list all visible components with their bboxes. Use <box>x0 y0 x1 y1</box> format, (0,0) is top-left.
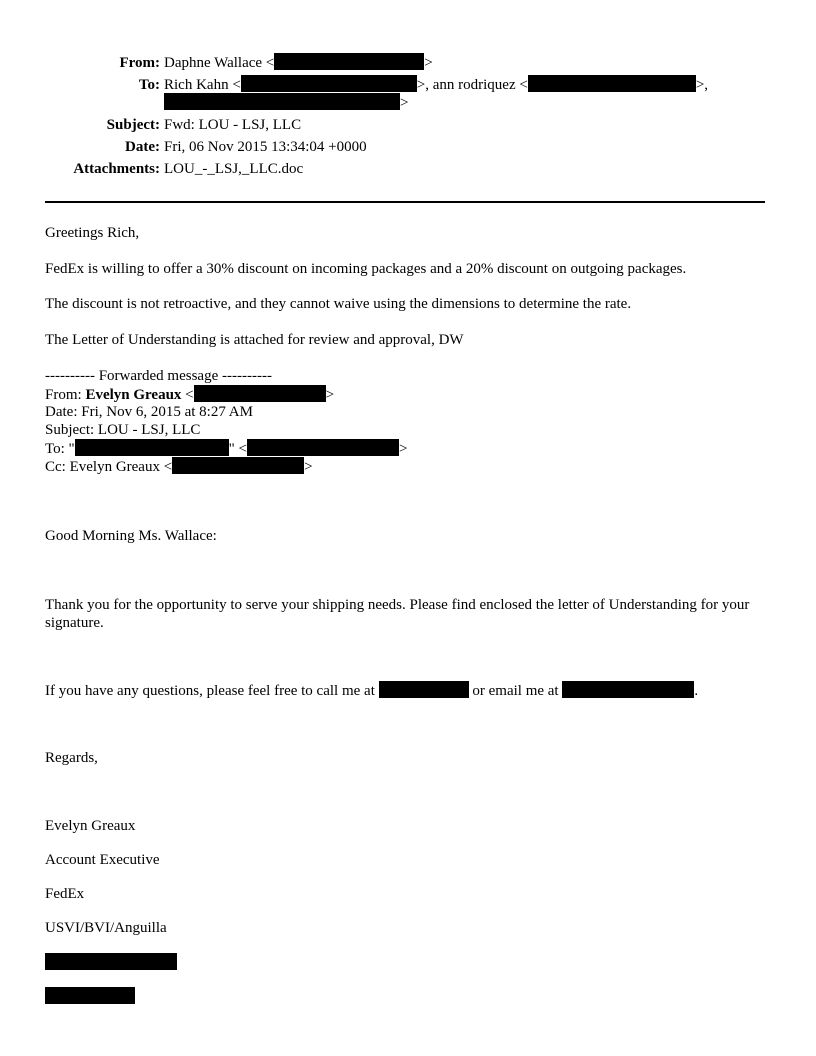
to-value-continued <box>164 93 408 113</box>
forward-to-mid: " < <box>228 441 247 457</box>
paragraph-retroactive: The discount is not retroactive, and they cannot waive using the dimensions to determine the rate. <box>45 296 632 312</box>
greeting: Greetings Rich, <box>45 225 140 241</box>
redacted-signature-phone <box>45 987 135 1004</box>
attachments-label: Attachments: <box>73 161 160 177</box>
from-name: Daphne Wallace < <box>164 55 275 71</box>
regards: Regards, <box>45 750 98 766</box>
redacted-email <box>164 93 400 110</box>
redacted-email <box>562 681 694 698</box>
date-value: Fri, 06 Nov 2015 13:34:04 +0000 <box>164 139 367 155</box>
forward-cc-line <box>45 457 770 476</box>
header-subject-row <box>0 115 816 135</box>
redacted-email <box>172 457 304 474</box>
paragraph-thanks: Thank you for the opportunity to serve your shipping needs. Please find enclosed the letter of Understanding for your signature. <box>45 597 750 631</box>
paragraph-approval: The Letter of Understanding is attached for review and approval, DW <box>45 332 464 348</box>
from-close: > <box>424 55 433 71</box>
forward-from-prefix: From: <box>45 387 86 403</box>
forward-to-line <box>45 439 770 458</box>
forward-from-close: > <box>325 387 335 403</box>
questions-mid: or email me at <box>472 683 559 699</box>
forward-to-close: > <box>399 441 408 457</box>
forward-cc-prefix: Cc: Evelyn Greaux < <box>45 459 173 475</box>
forward-separator: ---------- Forwarded message ---------- <box>45 368 272 384</box>
redacted-email <box>274 53 424 70</box>
signature-title: Account Executive <box>45 852 160 868</box>
header-to-row <box>0 75 816 95</box>
to-close-1: >, <box>695 77 709 93</box>
header-to-row-continued <box>0 93 816 113</box>
paragraph-discount: FedEx is willing to offer a 30% discount on incoming packages and a 20% discount on outgoing packages. <box>45 261 687 277</box>
to-close-2: > <box>400 95 409 111</box>
header-divider <box>45 201 765 203</box>
forward-date-line: Date: Fri, Nov 6, 2015 at 8:27 AM <box>45 404 253 420</box>
to-recipient-1: Rich Kahn < <box>164 77 241 93</box>
signature-region: USVI/BVI/Anguilla <box>45 920 167 936</box>
questions-prefix: If you have any questions, please feel free to call me at <box>45 683 375 699</box>
to-value <box>164 75 708 95</box>
redacted-phone <box>379 681 469 698</box>
header-date-row <box>0 137 816 157</box>
from-label: From: <box>119 55 160 71</box>
redacted-email <box>194 385 326 402</box>
header-from-row <box>0 53 816 73</box>
redacted-signature-email <box>45 953 177 970</box>
to-label: To: <box>138 77 160 93</box>
salutation: Good Morning Ms. Wallace: <box>45 528 217 544</box>
header-attachments-row <box>0 159 816 179</box>
signature-company: FedEx <box>45 886 85 902</box>
from-value <box>164 53 433 73</box>
attachment-filename[interactable]: LOU_-_LSJ,_LLC.doc <box>164 161 304 177</box>
subject-label: Subject: <box>106 117 160 133</box>
signature-name: Evelyn Greaux <box>45 818 136 834</box>
questions-end: . <box>694 683 699 699</box>
date-label: Date: <box>125 139 160 155</box>
forward-cc-close: > <box>304 459 313 475</box>
forward-subject-line: Subject: LOU - LSJ, LLC <box>45 422 201 438</box>
forward-from-open: < <box>181 387 194 403</box>
forward-from-name: Evelyn Greaux <box>85 387 182 403</box>
paragraph-questions <box>45 681 770 700</box>
redacted-email <box>528 75 696 92</box>
redacted-email <box>247 439 399 456</box>
redacted-email <box>241 75 417 92</box>
to-separator: >, ann rodriquez < <box>416 77 528 93</box>
subject-value: Fwd: LOU - LSJ, LLC <box>164 117 302 133</box>
forward-to-prefix: To: " <box>45 441 75 457</box>
redacted-name <box>75 439 229 456</box>
forward-from-line <box>45 385 770 404</box>
